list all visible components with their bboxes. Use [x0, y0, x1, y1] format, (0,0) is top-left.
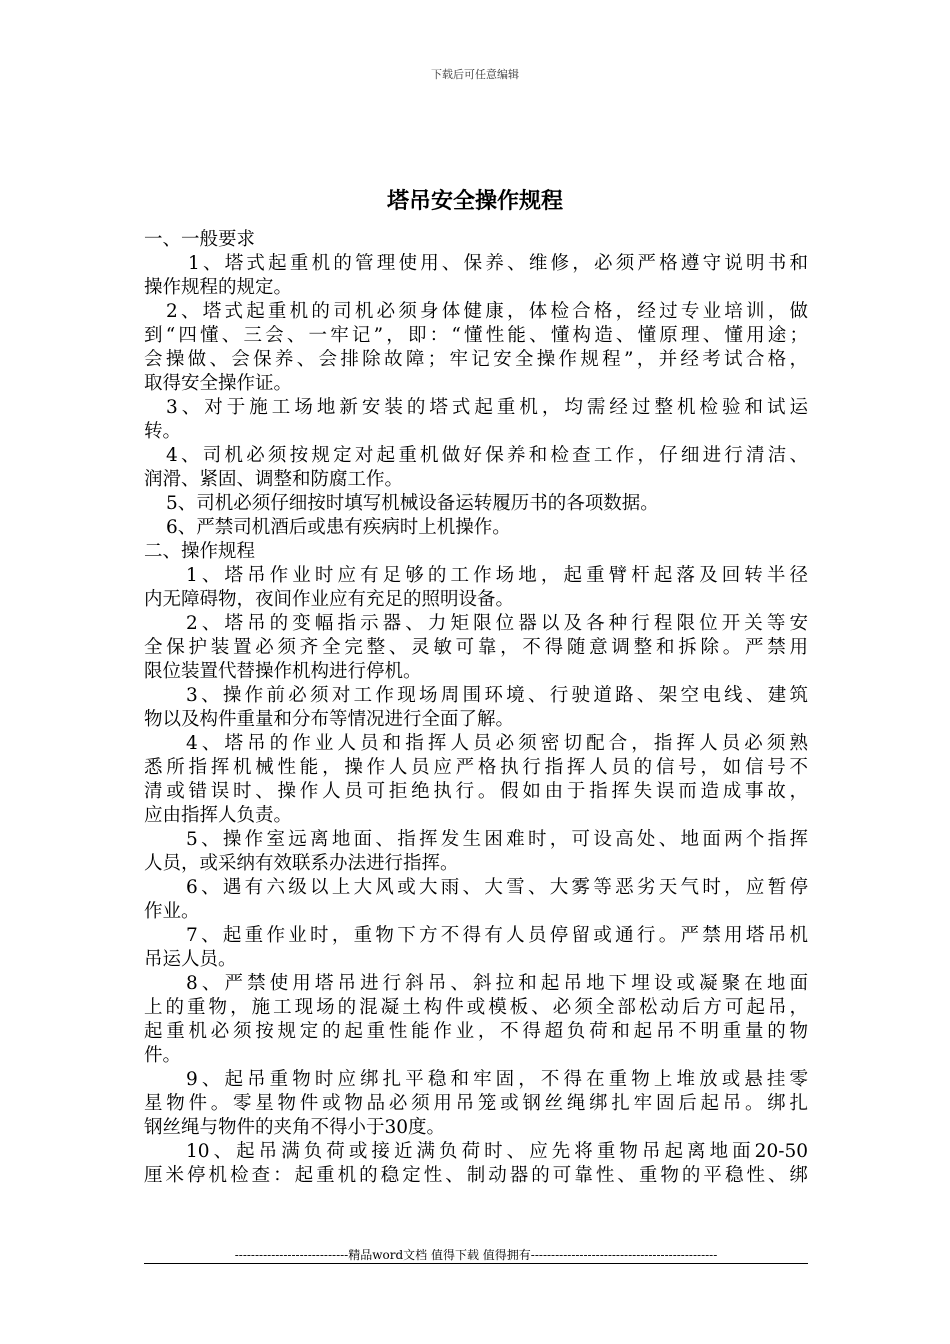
paragraph-line: 6、遇有六级以上大风或大雨、大雪、大雾等恶劣天气时，应暂停 — [186, 877, 808, 898]
paragraph-line: 1、塔式起重机的管理使用、保养、维修，必须严格遵守说明书和 — [188, 253, 808, 274]
paragraph-line: 作业。 — [144, 901, 200, 922]
paragraph-line: 应由指挥人负责。 — [144, 805, 293, 826]
paragraph-line: 厘米停机检查：起重机的稳定性、制动器的可靠性、重物的平稳性、绑 — [144, 1165, 808, 1186]
paragraph-line: 7、起重作业时，重物下方不得有人员停留或通行。严禁用塔吊机 — [186, 925, 808, 946]
paragraph-line: 8、严禁使用塔吊进行斜吊、斜拉和起吊地下埋设或凝聚在地面 — [186, 973, 808, 994]
paragraph-line: 吊运人员。 — [144, 949, 237, 970]
document-body — [144, 228, 808, 1188]
paragraph-line: 操作规程的规定。 — [144, 277, 293, 298]
paragraph-line: 星物件。零星物件或物品必须用吊笼或钢丝绳绑扎牢固后起吊。绑扎 — [144, 1093, 808, 1114]
paragraph-line: 润滑、紧固、调整和防腐工作。 — [144, 469, 404, 490]
paragraph-line: 3、操作前必须对工作现场周围环境、行驶道路、架空电线、建筑 — [186, 685, 808, 706]
paragraph-line: 限位装置代替操作机构进行停机。 — [144, 661, 422, 682]
paragraph-line: 4、塔吊的作业人员和指挥人员必须密切配合，指挥人员必须熟 — [186, 733, 808, 754]
paragraph-line: 5、司机必须仔细按时填写机械设备运转履历书的各项数据。 — [166, 493, 659, 514]
page-title: 塔吊安全操作规程 — [386, 189, 563, 214]
paragraph-line: 转。 — [144, 421, 182, 442]
paragraph-line: 清或错误时、操作人员可拒绝执行。假如由于指挥失误而造成事故， — [144, 781, 808, 802]
section-heading: 一、一般要求 — [144, 229, 256, 250]
paragraph-line: 内无障碍物，夜间作业应有充足的照明设备。 — [144, 589, 515, 610]
footer-divider — [144, 1263, 808, 1264]
paragraph-line: 悉所指挥机械性能，操作人员应严格执行指挥人员的信号，如信号不 — [144, 757, 808, 778]
footer-note: ----------------------------精品word文档 值得下载 值得拥有---------------------------------------------- — [234, 1248, 718, 1262]
paragraph-line: 2、塔吊的变幅指示器、力矩限位器以及各种行程限位开关等安 — [186, 613, 808, 634]
paragraph-line: 4、司机必须按规定对起重机做好保养和检查工作，仔细进行清洁、 — [166, 445, 808, 466]
paragraph-line: 钢丝绳与物件的夹角不得小于30度。 — [144, 1117, 446, 1138]
paragraph-line: 取得安全操作证。 — [144, 373, 293, 394]
paragraph-line: 5、操作室远离地面、指挥发生困难时，可设高处、地面两个指挥 — [186, 829, 808, 850]
paragraph-line: 6、严禁司机酒后或患有疾病时上机操作。 — [166, 517, 511, 538]
paragraph-line: 件。 — [144, 1045, 182, 1066]
paragraph-line: 2、塔式起重机的司机必须身体健康，体检合格，经过专业培训，做 — [166, 301, 808, 322]
paragraph-line: 会操做、会保养、会排除故障；牢记安全操作规程”，并经考试合格， — [144, 349, 808, 370]
paragraph-line: 物以及构件重量和分布等情况进行全面了解。 — [144, 709, 515, 730]
paragraph-line: 起重机必须按规定的起重性能作业，不得超负荷和起吊不明重量的物 — [144, 1021, 808, 1042]
paragraph-line: 10、起吊满负荷或接近满负荷时、应先将重物吊起离地面20-50 — [186, 1141, 808, 1162]
paragraph-line: 人员，或采纳有效联系办法进行指挥。 — [144, 853, 459, 874]
paragraph-line: 3、对于施工场地新安装的塔式起重机，均需经过整机检验和试运 — [166, 397, 808, 418]
header-note: 下载后可任意编辑 — [431, 68, 519, 81]
paragraph-line: 9、起吊重物时应绑扎平稳和牢固，不得在重物上堆放或悬挂零 — [186, 1069, 808, 1090]
paragraph-line: 上的重物，施工现场的混凝土构件或模板、必须全部松动后方可起吊， — [144, 997, 808, 1018]
paragraph-line: 全保护装置必须齐全完整、灵敏可靠，不得随意调整和拆除。严禁用 — [144, 637, 808, 658]
paragraph-line: 到“四懂、三会、一牢记”，即：“懂性能、懂构造、懂原理、懂用途； — [144, 325, 808, 346]
section-heading: 二、操作规程 — [144, 541, 256, 562]
paragraph-line: 1、塔吊作业时应有足够的工作场地，起重臂杆起落及回转半径 — [186, 565, 808, 586]
